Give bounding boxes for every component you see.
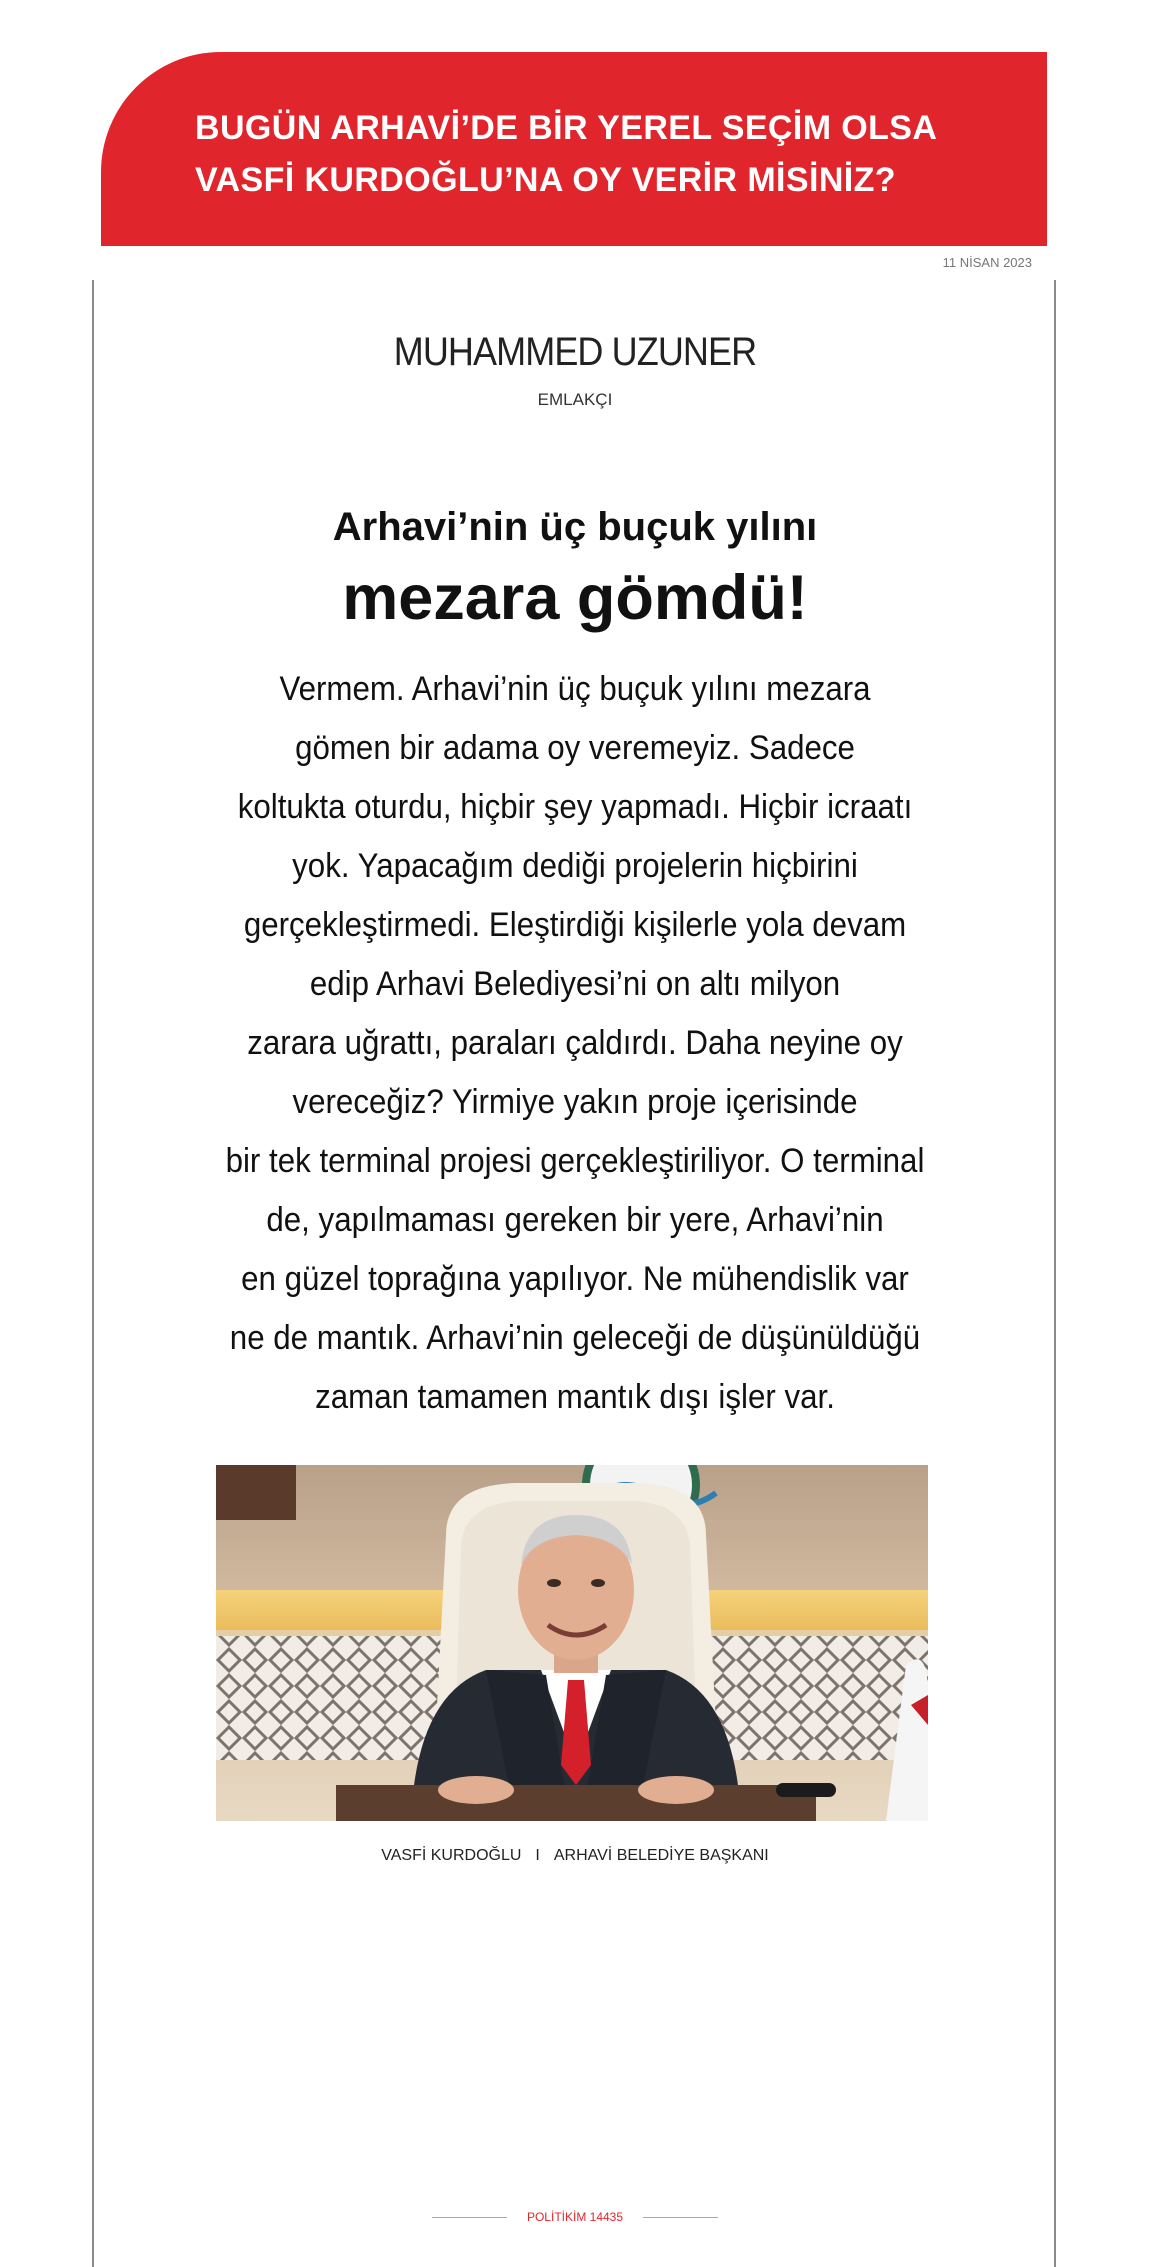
quote-headline-line-1: Arhavi’nin üç buçuk yılını <box>332 505 818 549</box>
mayor-photo <box>216 1465 928 1821</box>
caption-separator: I <box>535 1847 540 1864</box>
author-name: MUHAMMED UZUNER <box>393 330 757 374</box>
body-line: zaman tamamen mantık dışı işler var. <box>315 1378 835 1416</box>
photo-caption <box>0 1847 1150 1865</box>
page-footer <box>0 2210 1150 2224</box>
body-line: de, yapılmaması gereken bir yere, Arhavi’nin <box>266 1201 884 1239</box>
publish-date: 11 NİSAN 2023 <box>942 255 1032 270</box>
author-role: EMLAKÇI <box>537 390 613 409</box>
footer-rule-right <box>643 2217 718 2218</box>
body-line: Vermem. Arhavi’nin üç buçuk yılını mezara <box>279 670 871 708</box>
body-line: gerçekleştirmedi. Eleştirdiği kişilerle yola devam <box>243 906 907 944</box>
headline-banner <box>101 52 1047 246</box>
footer-rule-left <box>432 2217 507 2218</box>
banner-line-2: VASFİ KURDOĞLU’NA OY VERİR MİSİNİZ? <box>195 161 896 199</box>
caption-name: VASFİ KURDOĞLU <box>381 1847 522 1864</box>
footer-label: POLİTİKİM 14435 <box>526 2210 624 2224</box>
article-body <box>180 660 970 1427</box>
body-line: yok. Yapacağım dediği projelerin hiçbirini <box>292 847 858 885</box>
body-line: bir tek terminal projesi gerçekleştiriliyor. O terminal <box>225 1142 925 1180</box>
body-line: ne de mantık. Arhavi’nin geleceği de düşünüldüğü <box>229 1319 921 1357</box>
banner-line-1: BUGÜN ARHAVİ’DE BİR YEREL SEÇİM OLSA <box>195 109 938 147</box>
body-line: zarara uğrattı, paraları çaldırdı. Daha neyine oy <box>247 1024 903 1062</box>
quote-headline-line-2: mezara gömdü! <box>342 563 808 633</box>
body-line: gömen bir adama oy veremeyiz. Sadece <box>295 729 855 767</box>
body-line: en güzel toprağına yapılıyor. Ne mühendislik var <box>241 1260 909 1298</box>
body-line: vereceğiz? Yirmiye yakın proje içerisinde <box>292 1083 858 1121</box>
body-line: koltukta oturdu, hiçbir şey yapmadı. Hiçbir icraatı <box>237 788 913 826</box>
body-line: edip Arhavi Belediyesi’ni on altı milyon <box>309 965 841 1003</box>
caption-title: ARHAVİ BELEDİYE BAŞKANI <box>553 1847 769 1864</box>
